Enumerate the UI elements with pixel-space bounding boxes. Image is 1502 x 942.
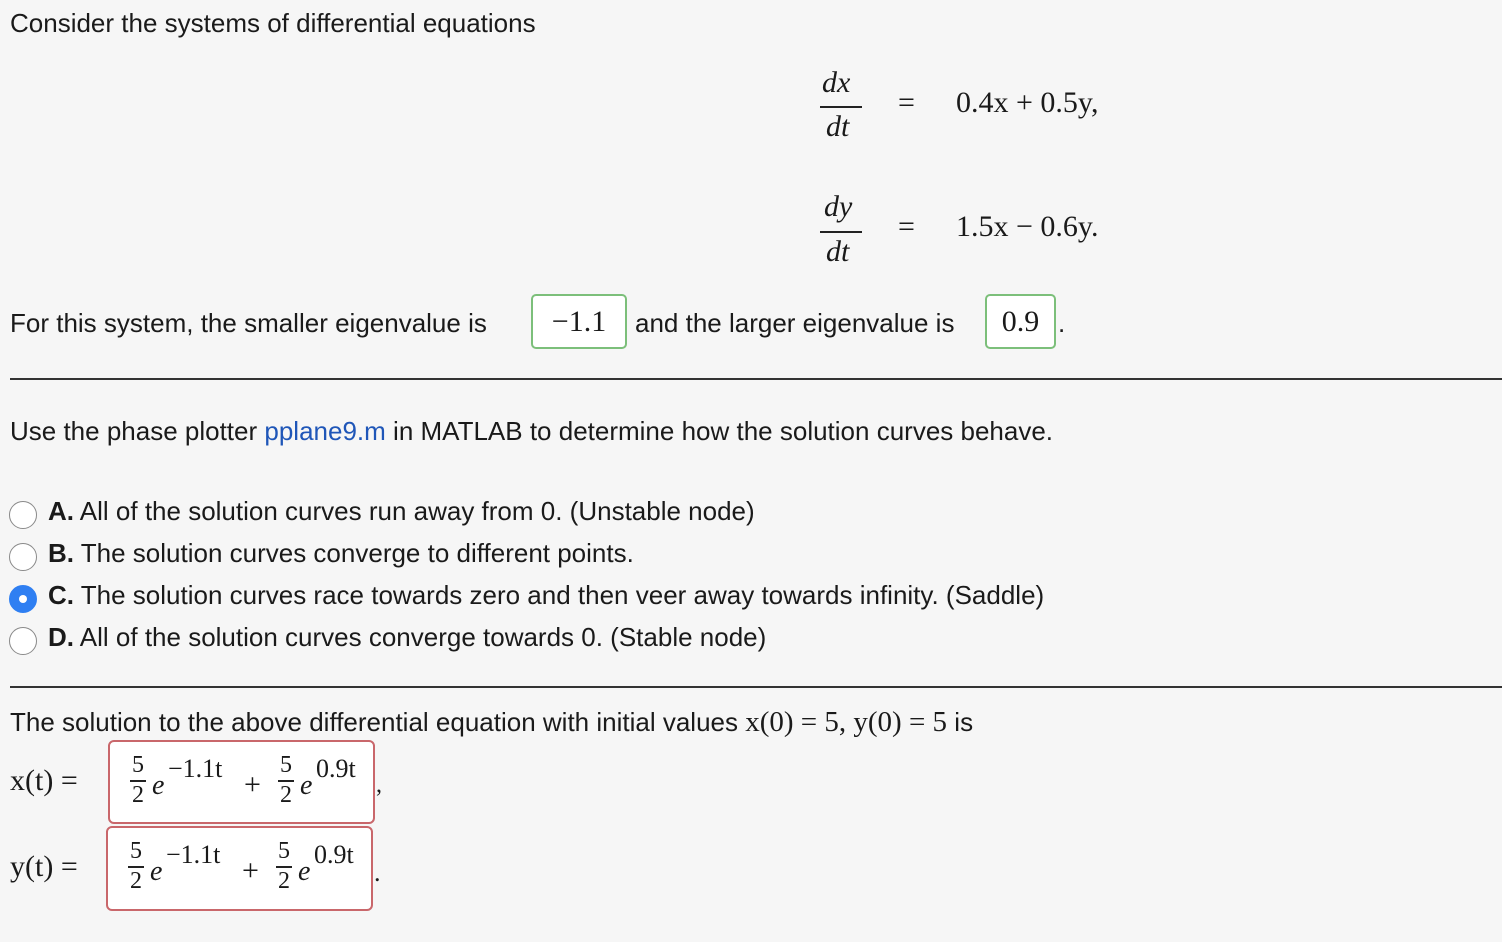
option-c-text: The solution curves race towards zero and then veer away towards infinity. (Saddle) <box>80 580 1045 610</box>
option-c-radio[interactable] <box>9 585 37 613</box>
x-label: x(t) = <box>10 764 78 797</box>
x-exp1: −1.1t <box>168 754 223 783</box>
option-d-letter: D. <box>48 622 74 652</box>
eq1-numerator: dx <box>822 66 851 99</box>
x-frac2-den: 2 <box>280 782 292 808</box>
option-c[interactable] <box>48 580 1044 611</box>
y-frac1-den: 2 <box>130 868 142 894</box>
eq2-numerator: dy <box>824 190 853 223</box>
y-base2: e <box>298 856 311 887</box>
pplane-link[interactable]: pplane9.m <box>264 416 386 446</box>
y-label: y(t) = <box>10 850 78 883</box>
solution-intro-text: The solution to the above differential equation with initial values <box>10 707 738 737</box>
option-a-text: All of the solution curves run away from 0. (Unstable node) <box>79 496 755 526</box>
solution-tail: is <box>954 707 974 737</box>
y-solution-input[interactable] <box>106 826 373 911</box>
y-base1: e <box>150 856 163 887</box>
eq2-denominator: dt <box>826 235 850 268</box>
option-b-text: The solution curves converge to different points. <box>80 538 634 568</box>
divider-2 <box>10 686 1502 688</box>
y-exp1: −1.1t <box>166 840 221 869</box>
eq2-equals: = <box>898 210 915 243</box>
y-frac2-num: 5 <box>278 838 290 864</box>
x-solution-input[interactable] <box>108 740 375 824</box>
option-b[interactable] <box>48 538 634 569</box>
x-end: , <box>376 772 382 798</box>
option-d-text: All of the solution curves converge towards 0. (Stable node) <box>79 622 767 652</box>
y-frac2-den: 2 <box>278 868 290 894</box>
eq1-equals: = <box>898 86 915 119</box>
option-d-radio[interactable] <box>9 627 37 655</box>
divider-1 <box>10 378 1502 380</box>
intro-text: Consider the systems of differential equations <box>10 8 536 38</box>
option-c-letter: C. <box>48 580 74 610</box>
option-b-radio[interactable] <box>9 543 37 571</box>
y-frac1-num: 5 <box>130 838 142 864</box>
y-exp2: 0.9t <box>314 840 354 869</box>
option-a-radio[interactable] <box>9 501 37 529</box>
larger-eigenvalue-input[interactable]: 0.9 <box>985 294 1056 349</box>
phase-instruction <box>10 416 1053 447</box>
option-d[interactable] <box>48 622 766 653</box>
option-a-letter: A. <box>48 496 74 526</box>
x-plus: + <box>244 768 261 801</box>
smaller-eigenvalue-input[interactable]: −1.1 <box>531 294 627 349</box>
x-frac1-den: 2 <box>132 782 144 808</box>
x-frac1-num: 5 <box>132 752 144 778</box>
y-end: . <box>374 858 381 887</box>
eq1-denominator: dt <box>826 110 850 143</box>
initial-x: x(0) = 5, <box>745 706 847 738</box>
option-b-letter: B. <box>48 538 74 568</box>
x-frac2-num: 5 <box>280 752 292 778</box>
y-plus: + <box>242 854 259 887</box>
eigen-prefix: For this system, the smaller eigenvalue is <box>10 308 487 338</box>
x-base2: e <box>300 770 313 801</box>
eq1-fraction-bar <box>820 106 862 108</box>
phase-after-link: in MATLAB to determine how the solution curves behave. <box>393 416 1054 446</box>
solution-intro <box>10 706 973 739</box>
eq1-rhs: 0.4x + 0.5y, <box>956 86 1099 119</box>
phase-before-link: Use the phase plotter <box>10 416 258 446</box>
eq2-rhs: 1.5x − 0.6y. <box>956 210 1099 243</box>
eigen-suffix: . <box>1058 308 1066 338</box>
eq2-fraction-bar <box>820 231 862 233</box>
initial-y: y(0) = 5 <box>853 706 948 738</box>
x-exp2: 0.9t <box>316 754 356 783</box>
x-base1: e <box>152 770 165 801</box>
eigen-middle: and the larger eigenvalue is <box>635 308 955 338</box>
option-a[interactable] <box>48 496 755 527</box>
